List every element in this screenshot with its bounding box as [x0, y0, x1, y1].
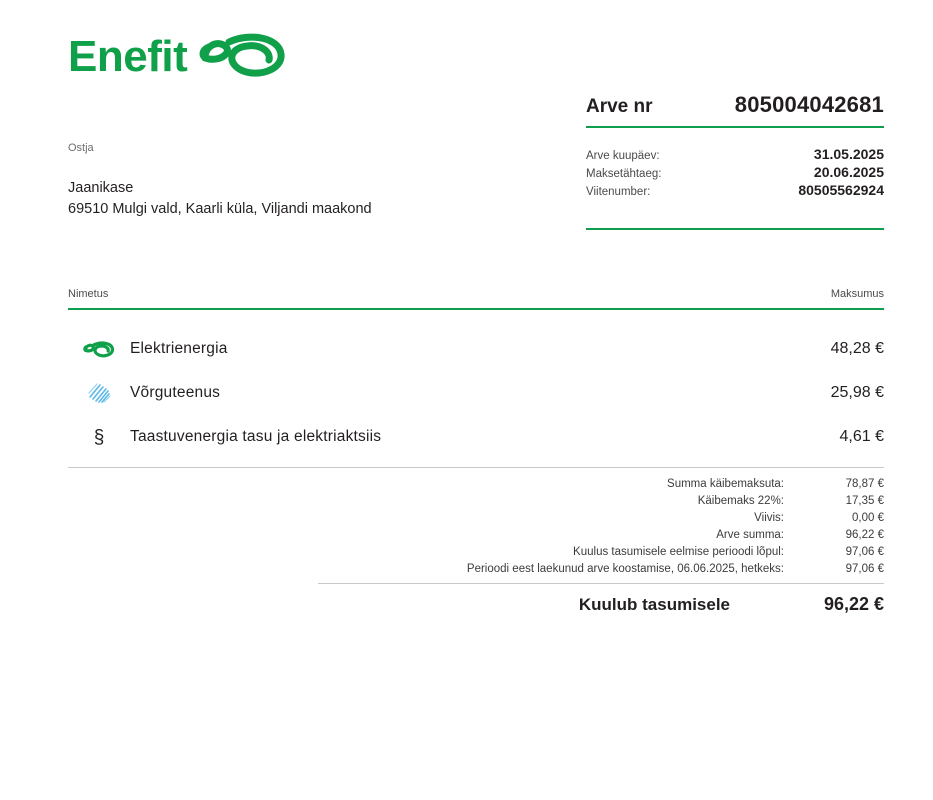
table-row — [68, 372, 884, 414]
total-value: 17,35 € — [845, 494, 884, 507]
buyer-name: Jaanikase — [68, 180, 134, 196]
total-value: 0,00 € — [852, 511, 884, 524]
items-table-header — [68, 288, 884, 308]
total-label: Viivis: — [754, 511, 784, 524]
meta-divider-wrap — [586, 228, 884, 230]
item-name: Võrguteenus — [130, 384, 221, 401]
meta-value: 20.06.2025 — [813, 164, 884, 180]
total-row — [68, 509, 884, 526]
total-row — [68, 543, 884, 560]
section-sign-icon: § — [93, 426, 105, 448]
total-row — [68, 560, 884, 577]
totals-top-divider — [68, 467, 884, 468]
items-header-divider — [68, 308, 884, 310]
item-name: Elektrienergia — [130, 340, 228, 357]
meta-row — [586, 182, 884, 200]
items-col-name: Nimetus — [68, 288, 109, 300]
meta-value: 31.05.2025 — [813, 146, 884, 162]
items-table — [68, 288, 884, 458]
meta-label: Maksetähtaeg: — [586, 168, 662, 180]
total-label: Summa käibemaksuta: — [667, 477, 784, 490]
items-rows — [68, 328, 884, 458]
meta-row — [586, 146, 884, 164]
total-label: Arve summa: — [716, 528, 784, 541]
invoice-meta — [586, 146, 884, 200]
meta-row — [586, 164, 884, 182]
invoice-header-divider — [586, 126, 884, 128]
total-value: 97,06 € — [845, 562, 884, 575]
buyer-address: 69510 Mulgi vald, Kaarli küla, Viljandi maakond — [68, 201, 372, 218]
meta-divider — [586, 228, 884, 230]
total-value: 97,06 € — [845, 545, 884, 558]
item-amount: 4,61 € — [839, 428, 884, 445]
totals-block — [68, 467, 884, 615]
grid-network-icon — [68, 380, 130, 406]
total-label: Kuulus tasumisele eelmise perioodi lõpul: — [573, 545, 784, 558]
meta-label: Viitenumber: — [586, 186, 651, 198]
item-amount: 25,98 € — [830, 384, 884, 401]
table-row — [68, 328, 884, 370]
buyer-caption: Ostja — [68, 142, 94, 154]
invoice-number-block — [586, 92, 884, 128]
grand-total-label: Kuulub tasumisele — [578, 595, 730, 614]
invoice-number-value: 805004042681 — [734, 92, 884, 117]
grand-total-divider — [318, 583, 884, 584]
grand-total-row — [68, 594, 884, 615]
items-col-amount: Maksumus — [830, 288, 884, 300]
meta-label: Arve kuupäev: — [586, 150, 660, 162]
table-row — [68, 416, 884, 458]
buyer-block — [68, 178, 498, 220]
total-label: Perioodi eest laekunud arve koostamise, 06.06.2025, hetkeks: — [466, 562, 784, 575]
total-row — [68, 492, 884, 509]
invoice-number-label: Arve nr — [586, 96, 653, 117]
brand-logo — [68, 28, 291, 85]
total-value: 96,22 € — [845, 528, 884, 541]
brand-name: Enefit — [68, 31, 188, 81]
grand-total-value: 96,22 € — [823, 594, 884, 614]
total-row — [68, 526, 884, 543]
item-amount: 48,28 € — [830, 340, 884, 357]
total-value: 78,87 € — [845, 477, 884, 490]
total-label: Käibemaks 22%: — [697, 494, 784, 507]
enefit-leaf-icon — [68, 339, 130, 359]
item-name: Taastuvenergia tasu ja elektriaktsiis — [130, 428, 382, 445]
enefit-leaf-icon — [195, 28, 291, 85]
meta-value: 80505562924 — [798, 182, 884, 198]
total-row — [68, 475, 884, 492]
